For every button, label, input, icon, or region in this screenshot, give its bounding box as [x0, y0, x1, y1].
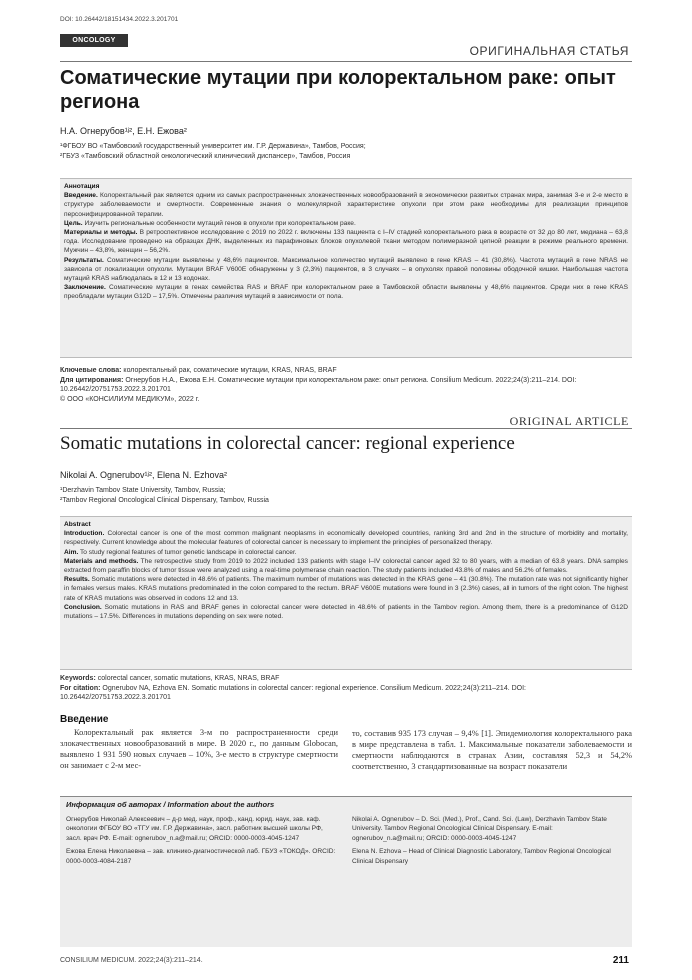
body-right-column — [352, 728, 632, 772]
ru-abstract-methods: В ретроспективное исследование с 2019 по 2022 г. включены 133 пациента с I–IV стадией колоректального рака в возрасте от 32 до 80 лет, медиана – 63,8 года. Исследование проведено на образцах ДНК, выделенных из парафиновых блоков опухолевой ткани методом полимеразной цепной реакции в режиме реального времени. Мужчин – 43,8%, женщин – 56,2%. — [64, 229, 628, 255]
en-citation-label: For citation: — [60, 684, 101, 692]
ru-abstract-heading: Аннотация — [64, 183, 100, 190]
ru-abstract-aim: Изучить региональные особенности мутаций генов в опухоли при колоректальном раке. — [84, 219, 356, 227]
en-article-title: Somatic mutations in colorectal cancer: regional experience — [60, 433, 515, 454]
journal-footer: CONSILIUM MEDICUM. 2022;24(3):211–214. — [60, 957, 203, 964]
ru-author-2-info: Ежова Елена Николаевна – зав. клинико-диагностической лаб. ГБУЗ «ТОКОД». ORCID: 0000-0003-4084-2187 — [66, 848, 336, 865]
en-section-label: ORIGINAL ARTICLE — [509, 414, 629, 428]
ru-citation: Огнерубов Н.А., Ежова Е.Н. Соматические мутации при колоректальном раке: опыт региона. Consilium Medicum. 2022;24(3):211–214. DOI: 10.26442/20751753.2022.3.201701 — [60, 376, 577, 393]
logo-text: ONCOLOGY — [72, 37, 116, 44]
ru-abstract-results: Соматические мутации выявлены у 48,6% пациентов. Максимальное количество мутаций выявлено в гене KRAS – 41 (30,8%). Частота мутаций в гене NRAS не зависела от локализации опухоли. Мутации BRAF V600E обнаружены у 3 (2,3%) пациентов, в 3 случаях – в опухолях правой половины ободочной кишки. Наибольшая частота мутаций KRAS наблюдалась в 12 и 13 кодонах. — [64, 256, 628, 283]
author-info-ru — [66, 815, 338, 870]
en-keywords: colorectal cancer, somatic mutations, KRAS, NRAS, BRAF — [97, 675, 280, 682]
en-abstract-methods-label: Materials and methods. — [64, 557, 139, 565]
ru-affiliations — [60, 142, 630, 162]
journal-section-logo — [60, 34, 128, 47]
intro-heading: Введение — [60, 714, 109, 725]
ru-abstract-conclusion-label: Заключение. — [64, 284, 106, 292]
ru-authors: Н.А. Огнерубов¹ʲ², Е.Н. Ежова² — [60, 126, 187, 136]
author-info-heading: Информация об авторах / Information about the authors — [66, 800, 275, 809]
en-authors: Nikolai A. Ognerubov¹ʲ², Elena N. Ezhova² — [60, 470, 228, 480]
en-citation: Ognerubov NA, Ezhova EN. Somatic mutations in colorectal cancer: regional experience. Consilium Medicum. 2022;24(3):211–214. DOI: 10.26442/20751753.2022.3.201701 — [60, 684, 526, 701]
ru-abstract-aim-label: Цель. — [64, 219, 83, 227]
author-info-box — [60, 796, 632, 947]
ru-affiliation-2: ²ГБУЗ «Тамбовский областной онкологический клинический диспансер», Тамбов, Россия — [60, 153, 351, 160]
ru-abstract-intro-label: Введение. — [64, 192, 98, 200]
en-author-1-info: Nikolai A. Ognerubov – D. Sci. (Med.), Prof., Cand. Sci. (Law), Derzhavin Tambov State University. Tambov Regional Oncological Clinical Dispensary. E-mail: ognerubov_n.a@mail.ru; ORCID: 0000-0003-4045-1247 — [352, 816, 607, 842]
ru-abstract-methods-label: Материалы и методы. — [64, 229, 138, 237]
en-abstract-results-label: Results. — [64, 576, 90, 584]
body-left-column — [60, 714, 338, 771]
intro-paragraph-right: то, составив 935 173 случая – 9,4% [1]. Эпидемиология колоректального рака в мире представлена в табл. 1. Максимальные показатели заболеваемости и смертности наблюдаются в странах Азии, составляя 52,3 и 54,2% соответственно, 3 стандартизованные на возраст показатели — [352, 729, 632, 771]
ru-abstract-results-label: Результаты. — [64, 256, 104, 264]
ru-author-1-info: Огнерубов Николай Алексеевич – д-р мед. наук, проф., канд. юрид. наук, зав. каф. онкологии ФГБОУ ВО «ТГУ им. Г.Р. Державина», засл. работник высшей школы РФ, засл. врач РФ. E-mail: ognerubov_n.a@mail.ru; ORCID: 0000-0003-4045-1247 — [66, 816, 323, 842]
author-info-en — [352, 815, 626, 870]
en-abstract — [60, 517, 632, 624]
ru-affiliation-1: ¹ФГБОУ ВО «Тамбовский государственный университет им. Г.Р. Державина», Тамбов, Россия; — [60, 143, 366, 150]
ru-keywords-label: Ключевые слова: — [60, 367, 122, 374]
en-abstract-box — [60, 516, 632, 670]
ru-abstract-conclusion: Соматические мутации в генах семейства RAS и BRAF при колоректальном раке в Тамбовской области выявлены у 48,6% пациентов. Среди них в гене KRAS преобладали мутации G12D – 17,5%. Отмечены различия мутаций в зависимости от пола. — [64, 284, 628, 301]
ru-section-label: ОРИГИНАЛЬНАЯ СТАТЬЯ — [469, 44, 629, 58]
ru-abstract — [60, 179, 632, 305]
en-abstract-aim-label: Aim. — [64, 548, 79, 556]
en-author-2-info: Elena N. Ezhova – Head of Clinical Diagnostic Laboratory, Tambov Regional Oncological Clinical Dispensary — [352, 848, 611, 865]
page-number: 211 — [612, 955, 629, 966]
ru-copyright: © ООО «КОНСИЛИУМ МЕДИКУМ», 2022 г. — [60, 395, 200, 403]
en-keywords-block — [60, 674, 630, 703]
mid-rule — [60, 428, 632, 429]
en-abstract-methods: The retrospective study from 2019 to 2022 included 133 patients with stage I–IV colorectal cancer aged 32 to 80 years, with a median of 63.8 years. DNA samples extracted from paraffin blocks of tumor tissue were analyzed using a real-time polymerase chain reaction. The study patients included 43.8% of males and 56.2% of females. — [64, 557, 628, 575]
en-abstract-intro: Colorectal cancer is one of the most common malignant neoplasms in economically developed countries, ranking 3rd and 2nd in the structure of morbidity and mortality, respectively. Current knowledge about the molecular features of colorectal cancer is necessary to implement the principles of personalized therapy. — [64, 530, 628, 547]
en-affiliation-1: ¹Derzhavin Tambov State University, Tambov, Russia; — [60, 487, 226, 494]
doi-line: DOI: 10.26442/18151434.2022.3.201701 — [60, 16, 179, 23]
ru-article-title: Соматические мутации при колоректальном раке: опыт региона — [60, 67, 616, 113]
en-abstract-conclusion: Somatic mutations in RAS and BRAF genes in colorectal cancer were detected in 48.6% of patients in the Tambov region. Among them, there is a predominance of G12D mutations – 17.5%. Differences in mutations depending on sex were noted. — [64, 603, 628, 621]
en-abstract-aim: To study regional features of tumor genetic landscape in colorectal cancer. — [80, 548, 297, 556]
ru-abstract-intro: Колоректальный рак является одним из самых распространенных злокачественных новообразований в экономически развитых странах мира, занимая 3-е и 2-е место в структуре заболеваемости и смертности. Современные знания о молекулярной характеристике опухоли при этом раке необходимы для реализации принципов персонифицированной терапии. — [64, 192, 628, 218]
en-abstract-results: Somatic mutations were detected in 48.6% of patients. The maximum number of mutations was detected in the KRAS gene – 41 (30.8%). The mutation rate was not significantly higher in females versus males. KRAS mutations predominated in the colon compared to the rectum. BRAF V600E mutations were found in 3 (2.3%) cases, all in tumors of the right colon. The highest rate of KRAS mutations was observed in codons 12 and 13. — [64, 576, 628, 602]
intro-paragraph-left: Колоректальный рак является 3-м по распространенности среди злокачественных новообразований в мире. В 2020 г., по данным Globocan, выявлено 1 931 590 новых случаев – 10%, 3-е место в структуре смертности он занимает с 2-м мес- — [60, 728, 338, 770]
en-affiliations — [60, 486, 630, 506]
ru-keywords-block — [60, 366, 630, 404]
ru-citation-label: Для цитирования: — [60, 376, 124, 384]
en-abstract-conclusion-label: Conclusion. — [64, 603, 102, 611]
ru-abstract-box — [60, 178, 632, 358]
ru-keywords: колоректальный рак, соматические мутации, KRAS, NRAS, BRAF — [123, 367, 337, 374]
en-affiliation-2: ²Tambov Regional Oncological Clinical Dispensary, Tambov, Russia — [60, 497, 269, 504]
en-keywords-label: Keywords: — [60, 675, 96, 682]
en-abstract-intro-label: Introduction. — [64, 530, 105, 538]
en-abstract-heading: Abstract — [64, 521, 91, 528]
top-rule — [60, 61, 632, 62]
